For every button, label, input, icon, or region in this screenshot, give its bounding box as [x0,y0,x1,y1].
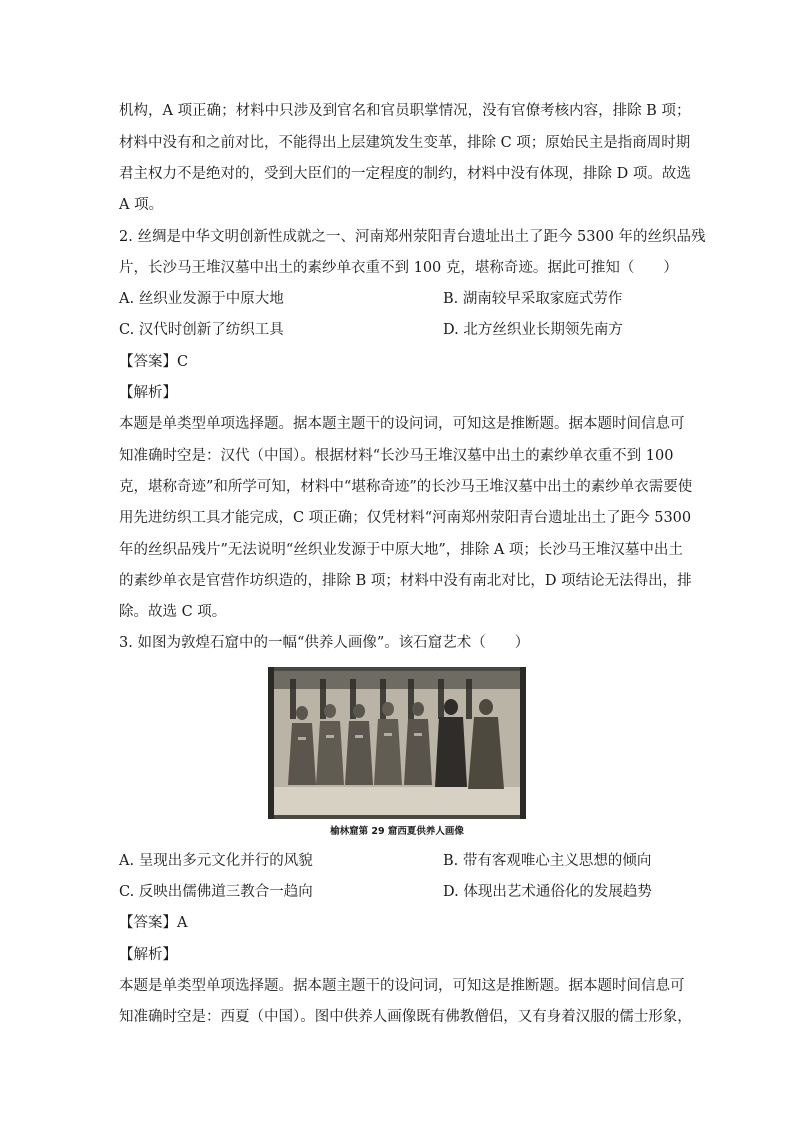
paragraph-line: 知准确时空是：西夏（中国）。图中供养人画像既有佛教僧侣，又有身着汉服的儒士形象， [119,1009,692,1025]
paragraph-line: 君主权力不是绝对的，受到大臣们的一定程度的制约，材料中没有体现，排除 D 项。故选 [119,166,691,182]
paragraph-line: 机构，A 项正确；材料中只涉及到官名和官员职掌情况，没有官僚考核内容，排除 B 项； [119,103,691,119]
analysis-heading: 【解析】 [119,947,177,963]
paragraph-line: 本题是单类型单项选择题。据本题主题干的设问词，可知这是推断题。据本题时间信息可 [119,416,685,432]
answer-label: 【答案】C [119,354,189,370]
figure-caption: 榆林窟第 29 窟西夏供养人画像 [330,826,464,837]
paragraph-line: 材料中没有和之前对比，不能得出上层建筑发生变革，排除 C 项；原始民主是指商周时期 [119,135,691,151]
option-d: D. 北方丝织业长期领先南方 [443,322,623,338]
option-a: A. 呈现出多元文化并行的风貌 [119,853,313,869]
paragraph-line: 本题是单类型单项选择题。据本题主题干的设问词，可知这是推断题。据本题时间信息可 [119,978,685,994]
option-d: D. 体现出艺术通俗化的发展趋势 [443,884,652,900]
paragraph-line: 克，堪称奇迹”和所学可知，材料中“堪称奇迹”的长沙马王堆汉墓中出土的素纱单衣需要使 [119,479,693,495]
paragraph-line: 除。故选 C 项。 [119,604,227,620]
paragraph-line: 年的丝织品残片”无法说明“丝织业发源于中原大地”，排除 A 项；长沙马王堆汉墓中出土 [119,542,683,558]
option-c: C. 汉代时创新了纺织工具 [119,322,284,338]
mural-image [268,667,526,819]
paragraph-line: 用先进纺织工具才能完成，C 项正确；仅凭材料“河南郑州荥阳青台遗址出土了距今 5300 [119,510,692,526]
paragraph-line: 知准确时空是：汉代（中国）。根据材料“长沙马王堆汉墓中出土的素纱单衣重不到 100 [119,448,674,464]
option-c: C. 反映出儒佛道三教合一趋向 [119,884,313,900]
question-stem: 3. 如图为敦煌石窟中的一幅“供养人画像”。该石窟艺术（ ） [119,635,530,651]
question-stem: 片，长沙马王堆汉墓中出土的素纱单衣重不到 100 克，堪称奇迹。据此可推知（ ） [119,260,678,276]
paragraph-line: 的素纱单衣是官营作坊织造的，排除 B 项；材料中没有南北对比，D 项结论无法得出，排 [119,573,692,589]
paragraph-line: A 项。 [119,197,164,213]
answer-label: 【答案】A [119,915,188,931]
analysis-heading: 【解析】 [119,385,177,401]
question-stem: 2. 丝绸是中华文明创新性成就之一、河南郑州荥阳青台遗址出土了距今 5300 年的丝织品残 [119,229,706,245]
option-b: B. 湖南较早采取家庭式劳作 [443,291,623,307]
option-b: B. 带有客观唯心主义思想的倾向 [443,853,652,869]
option-a: A. 丝织业发源于中原大地 [119,291,284,307]
